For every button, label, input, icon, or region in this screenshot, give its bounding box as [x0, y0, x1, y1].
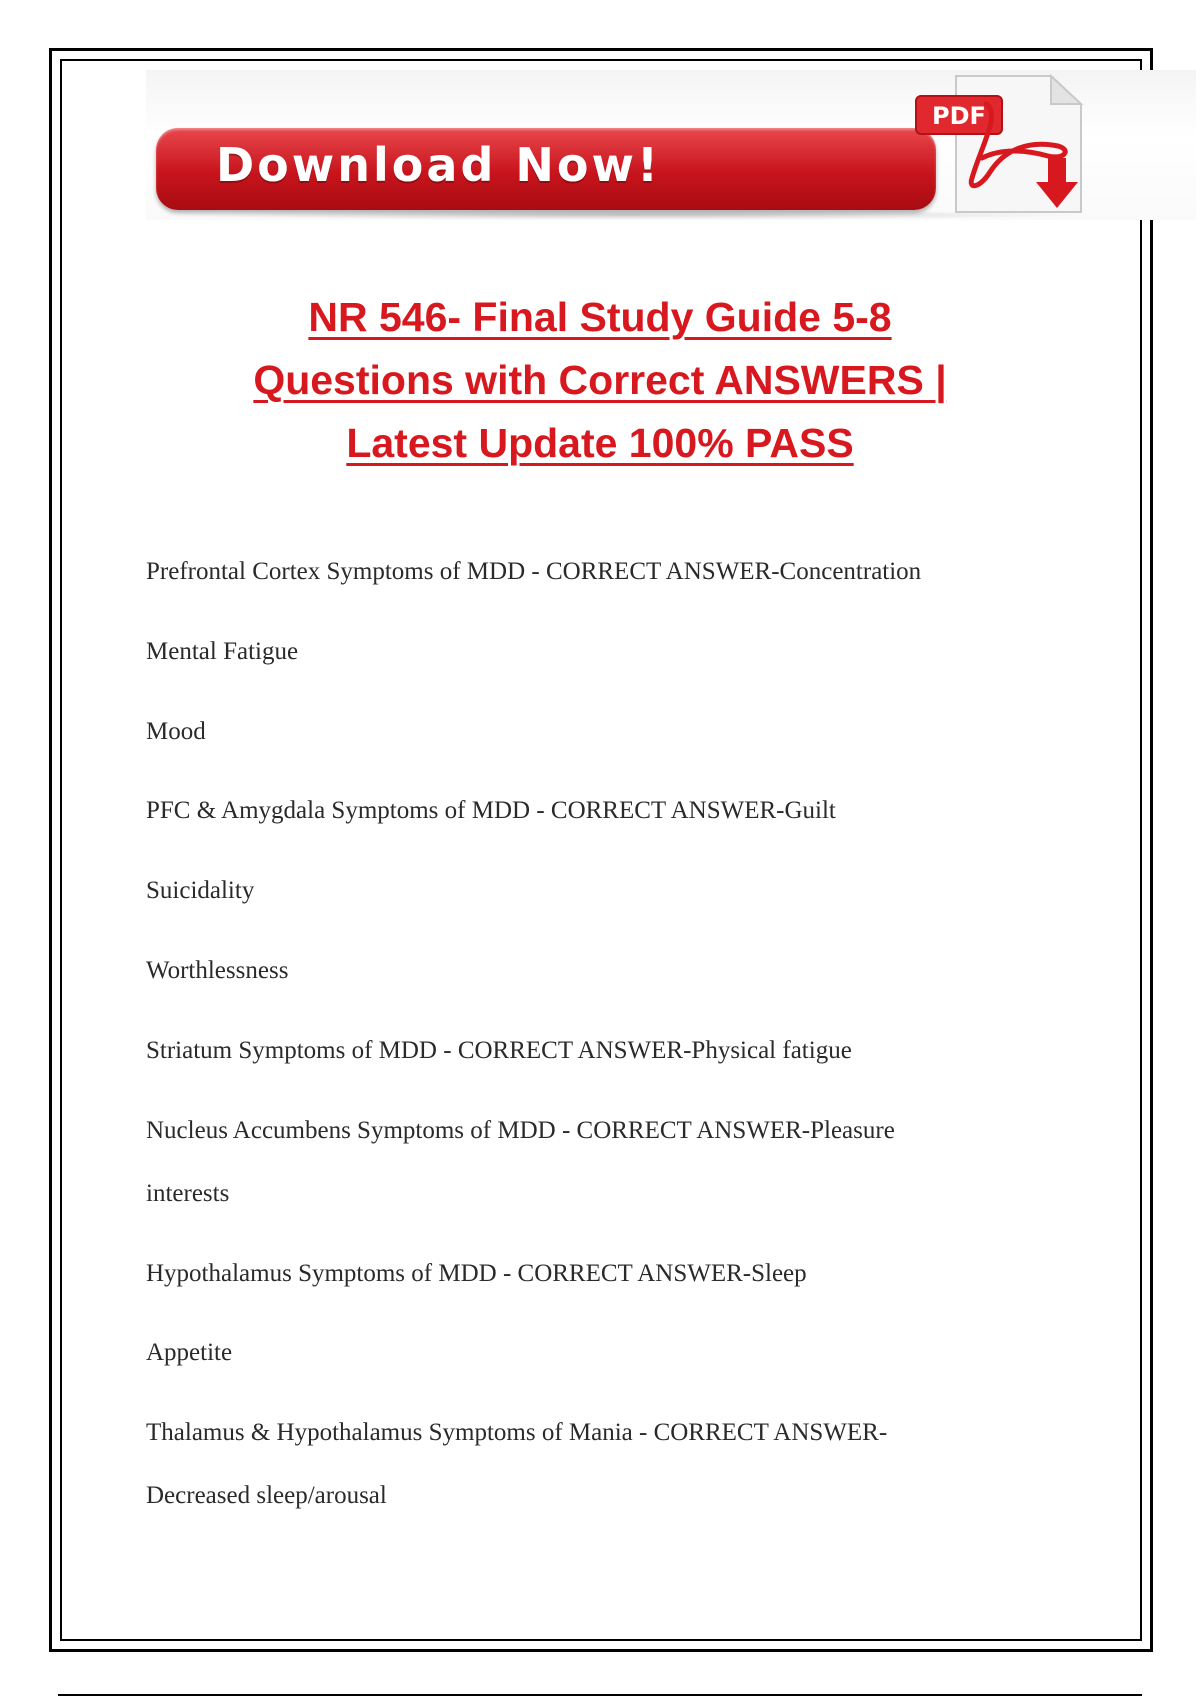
qa-line: Thalamus & Hypothalamus Symptoms of Mania - CORRECT ANSWER-: [146, 1419, 888, 1446]
download-banner: [146, 70, 1196, 220]
document-title: [120, 286, 1080, 475]
pdf-document-icon[interactable]: [886, 74, 1096, 214]
download-now-button[interactable]: [156, 128, 936, 210]
title-line-1: NR 546- Final Study Guide 5-8: [308, 294, 892, 340]
qa-line: Hypothalamus Symptoms of MDD - CORRECT ANSWER-Sleep: [146, 1260, 807, 1287]
qa-line: Nucleus Accumbens Symptoms of MDD - CORRECT ANSWER-Pleasure: [146, 1117, 895, 1144]
title-line-2: Questions with Correct ANSWERS |: [253, 357, 947, 403]
qa-line: Suicidality: [146, 877, 255, 904]
qa-line: Decreased sleep/arousal: [146, 1482, 387, 1509]
qa-line: Mood: [146, 718, 206, 745]
bottom-divider: [58, 1694, 1142, 1696]
download-now-label: Download Now!: [216, 138, 661, 192]
qa-line: Striatum Symptoms of MDD - CORRECT ANSWER-Physical fatigue: [146, 1037, 852, 1064]
pdf-tag-label: PDF: [932, 102, 986, 130]
qa-line: interests: [146, 1180, 230, 1207]
qa-line: Prefrontal Cortex Symptoms of MDD - CORRECT ANSWER-Concentration: [146, 558, 922, 585]
qa-line: Worthlessness: [146, 957, 289, 984]
qa-line: PFC & Amygdala Symptoms of MDD - CORRECT ANSWER-Guilt: [146, 797, 836, 824]
qa-line: Appetite: [146, 1339, 233, 1366]
qa-line: Mental Fatigue: [146, 638, 299, 665]
title-line-3: Latest Update 100% PASS: [346, 420, 854, 466]
